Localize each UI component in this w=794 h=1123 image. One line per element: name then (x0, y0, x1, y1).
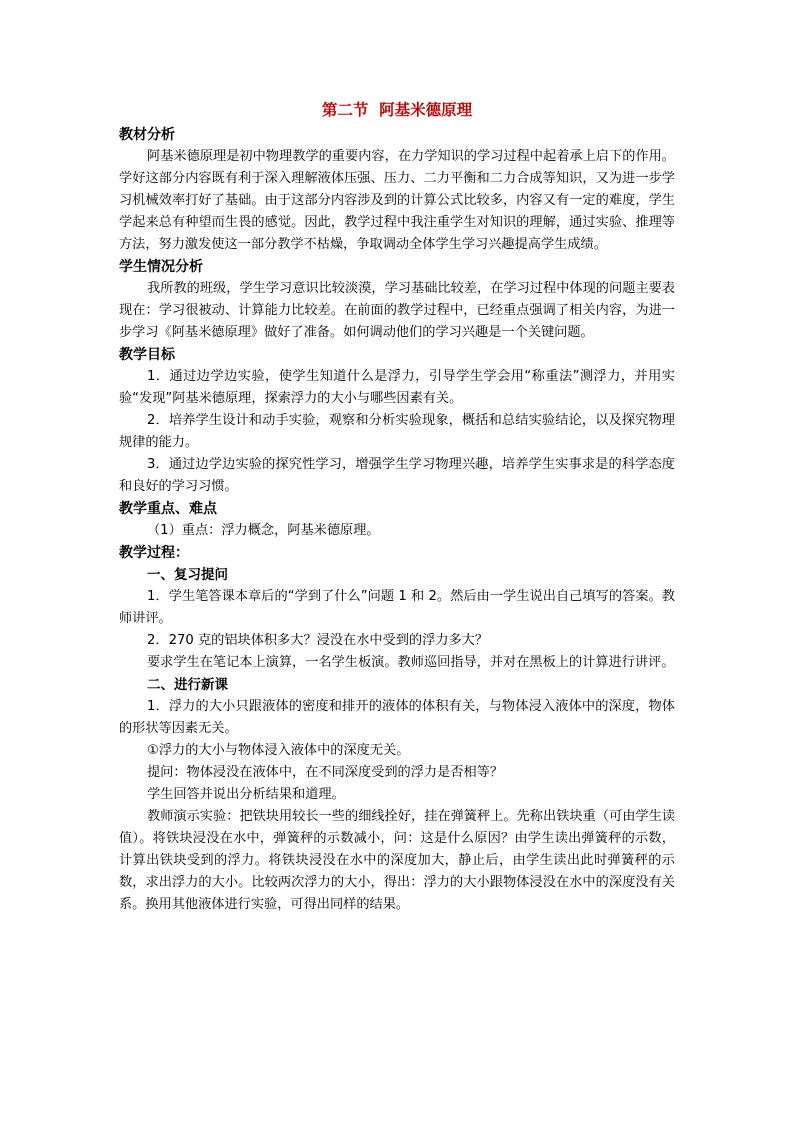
paragraph: 提问：物体浸没在液体中，在不同深度受到的浮力是否相等？ (147, 765, 504, 780)
paragraph: ①浮力的大小与物体浸入液体中的深度无关。 (147, 743, 410, 758)
subheading-new-lesson: 二、进行新课 (147, 677, 228, 693)
paragraph: 1．通过边学边实验，使学生知道什么是浮力，引导学生学会用“称重法”测浮力，并用实验“发现”阿基米德原理，探索浮力的大小与哪些因素有关。 (119, 369, 675, 406)
section-heading-teaching-goals: 教学目标 (119, 347, 175, 363)
section-heading-key-points: 教学重点、难点 (119, 501, 217, 517)
paragraph: 2．270 克的铝块体积多大？浸没在水中受到的浮力多大？ (147, 633, 489, 648)
page-title: 第二节 阿基米德原理 (321, 100, 473, 119)
section-heading-material-analysis: 教材分析 (119, 127, 175, 143)
paragraph: 我所教的班级，学生学习意识比较淡漠，学习基础比较差，在学习过程中体现的问题主要表现在：学习很被动、计算能力比较差。在前面的教学过程中，已经重点强调了相关内容，为进一步学习《阿基米德原理》做好了准备。如何调动他们的学习兴趣是一个关键问题。 (119, 281, 675, 340)
paragraph: 1．学生笔答课本章后的“学到了什么”问题 1 和 2。然后由一学生说出自己填写的答案。教师讲评。 (119, 589, 675, 626)
document-page (119, 98, 675, 916)
section-heading-student-analysis: 学生情况分析 (119, 259, 203, 275)
paragraph: 3．通过边学边实验的探究性学习，增强学生学习物理兴趣，培养学生实事求是的科学态度和良好的学习习惯。 (119, 457, 675, 494)
paragraph: 阿基米德原理是初中物理教学的重要内容，在力学知识的学习过程中起着承上启下的作用。学好这部分内容既有利于深入理解液体压强、压力、二力平衡和二力合成等知识，又为进一步学习机械效率打好了基础。由于这部分内容涉及到的计算公式比较多，内容又有一定的难度，学生学起来总有种望而生畏的感觉。因此，教学过程中我注重学生对知识的理解，通过实验、推理等方法，努力激发使这一部分教学不枯燥，争取调动全体学生学习兴趣提高学生成绩。 (119, 149, 675, 252)
paragraph: 1．浮力的大小只跟液体的密度和排开的液体的体积有关，与物体浸入液体中的深度，物体的形状等因素无关。 (119, 699, 675, 736)
paragraph: （1）重点：浮力概念，阿基米德原理。 (147, 523, 380, 538)
paragraph: 要求学生在笔记本上演算，一名学生板演。教师巡回指导，并对在黑板上的计算进行讲评。 (147, 655, 675, 670)
subheading-review: 一、复习提问 (147, 567, 228, 583)
paragraph: 教师演示实验：把铁块用较长一些的细线拴好，挂在弹簧秤上。先称出铁块重（可由学生读值）。将铁块浸没在水中，弹簧秤的示数减小，问：这是什么原因？由学生读出弹簧秤的示数，计算出铁块受到的浮力。将铁块浸没在水中的深度加大，静止后，由学生读出此时弹簧秤的示数，求出浮力的大小。比较两次浮力的大小，得出：浮力的大小跟物体浸没在水中的深度没有关系。换用其他液体进行实验，可得出同样的结果。 (119, 809, 675, 912)
section-heading-teaching-process: 教学过程： (119, 545, 189, 561)
paragraph: 2．培养学生设计和动手实验，观察和分析实验现象，概括和总结实验结论，以及探究物理规律的能力。 (119, 413, 675, 450)
paragraph: 学生回答并说出分析结果和道理。 (147, 787, 345, 802)
